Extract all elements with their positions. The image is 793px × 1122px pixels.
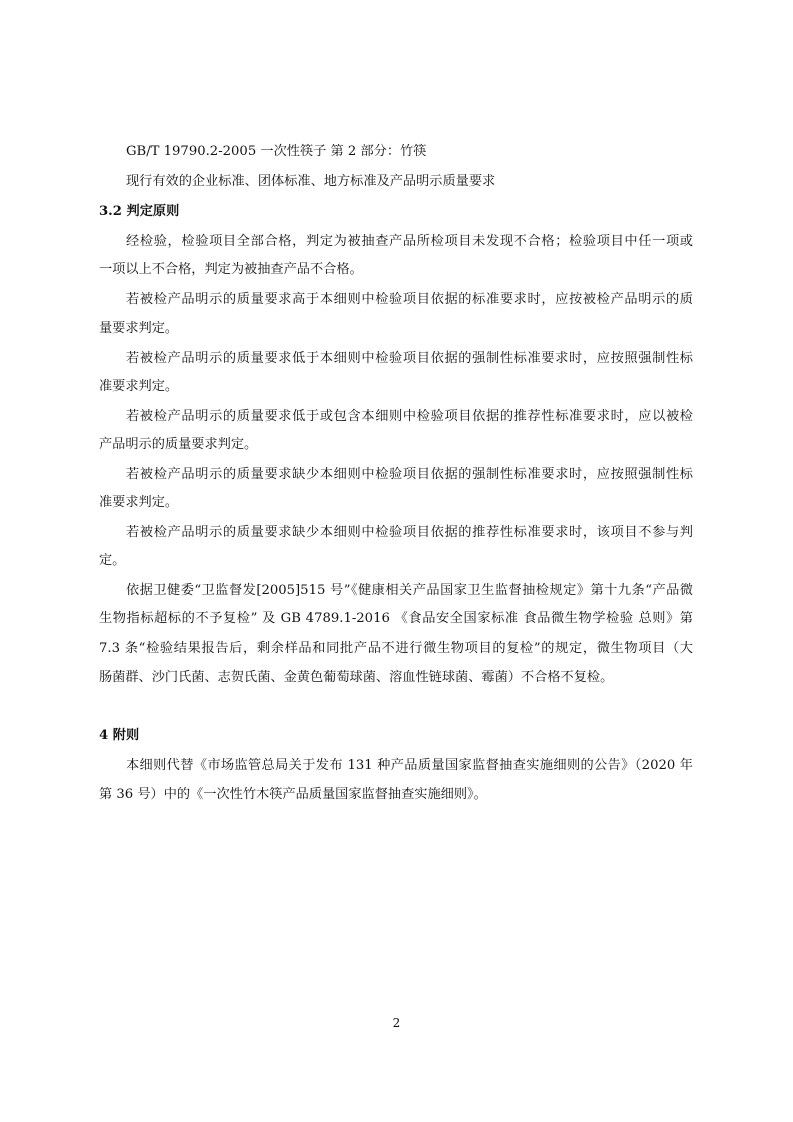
page-number: 2 [392,1016,401,1030]
paragraph-line: 依据卫健委“卫监督发[2005]515 号”《健康相关产品国家卫生监督抽检规定》第十九条“产品微 [126,583,693,598]
paragraph-line: 若被检产品明示的质量要求缺少本细则中检验项目依据的强制性标准要求时，应按照强制性标 [126,467,693,482]
paragraph-line: 7.3 条“检验结果报告后，剩余样品和同批产品不进行微生物项目的复检”的规定，微生物项目（大 [99,641,693,656]
paragraph-line: 若被检产品明示的质量要求低于本细则中检验项目依据的强制性标准要求时，应按照强制性标 [126,351,693,366]
paragraph-line: 第 36 号）中的《一次性竹木筷产品质量国家监督抽查实施细则》。 [99,787,487,802]
paragraph-line: 若被检产品明示的质量要求高于本细则中检验项目依据的标准要求时，应按被检产品明示的质 [126,292,693,307]
section-heading-3-2: 3.2 判定原则 [99,204,180,219]
paragraph-line: 若被检产品明示的质量要求低于或包含本细则中检验项目依据的推荐性标准要求时，应以被检 [126,409,693,424]
standard-reference-line: 现行有效的企业标准、团体标准、地方标准及产品明示质量要求 [126,174,496,189]
paragraph-line: 产品明示的质量要求判定。 [99,437,258,452]
paragraph-line: 准要求判定。 [99,379,179,394]
paragraph-line: 本细则代替《市场监管总局关于发布 131 种产品质量国家监督抽查实施细则的公告》（2020 年 [126,758,693,773]
paragraph-line: 定。 [99,553,126,568]
paragraph-line: 量要求判定。 [99,321,179,336]
paragraph-line: 一项以上不合格，判定为被抽查产品不合格。 [99,262,363,277]
paragraph-line: 若被检产品明示的质量要求缺少本细则中检验项目依据的推荐性标准要求时，该项目不参与判 [126,525,693,540]
standard-reference-line: GB/T 19790.2-2005 一次性筷子 第 2 部分：竹筷 [126,144,427,159]
paragraph-line: 肠菌群、沙门氏菌、志贺氏菌、金黄色葡萄球菌、溶血性链球菌、霉菌）不合格不复检。 [99,670,614,685]
section-heading-4: 4 附则 [99,728,140,743]
paragraph-line: 准要求判定。 [99,495,179,510]
paragraph-line: 生物指标超标的不予复检” 及 GB 4789.1-2016 《食品安全国家标准 食品微生物学检验 总则》第 [99,611,693,626]
paragraph-line: 经检验，检验项目全部合格，判定为被抽查产品所检项目未发现不合格；检验项目中任一项或 [126,234,693,249]
